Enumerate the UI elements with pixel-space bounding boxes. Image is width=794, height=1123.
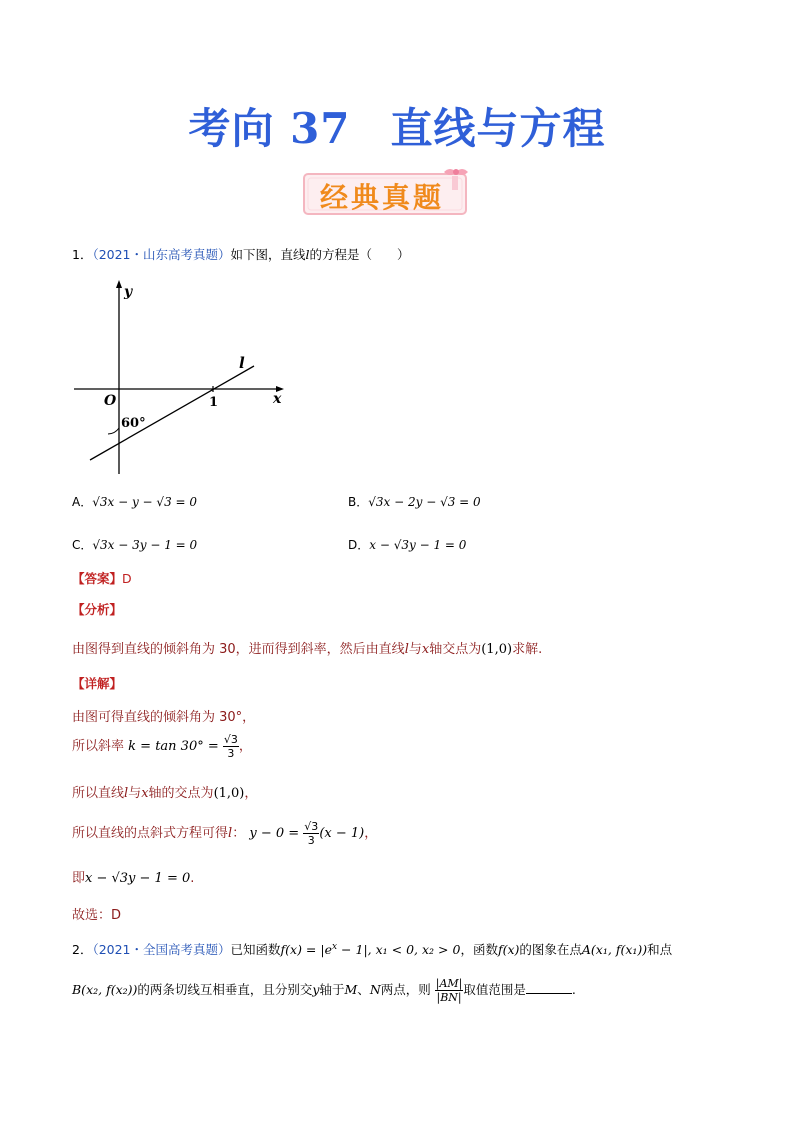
q2-var-y: y (312, 982, 320, 997)
q1-choose: 故选：D (72, 908, 122, 923)
q2-stem-line-2 (72, 977, 732, 1004)
detail-4-tail: (x − 1) (319, 826, 365, 841)
q1-detail-line-2 (72, 733, 252, 760)
angle-arc (108, 428, 119, 434)
q2-text-5: 的两条切线互相垂直，且分别交 (137, 982, 313, 997)
q2-text-7: 两点，则 (380, 982, 431, 997)
detail-4-text-b: ： (232, 826, 246, 841)
line-l (90, 366, 254, 460)
analysis-text-3: 轴交点为 (429, 642, 482, 657)
detail-2-text: 所以斜率 (72, 739, 125, 754)
banner-text: 经典真题 (319, 181, 444, 214)
q2-text-6: 轴于 (319, 982, 345, 997)
q2-point-a: A(x₁, f(x₁)) (581, 942, 648, 958)
q1-var-l: l (305, 247, 310, 262)
q1-analysis-label: 【分析】 (72, 602, 123, 617)
q1-detail-line-3 (72, 782, 257, 801)
q1-detail-line-4 (72, 820, 377, 847)
q1-source: （2021・山东高考真题） (92, 247, 231, 262)
q1-option-c[interactable]: C．√3x − 3y − 1 = 0 (72, 538, 198, 552)
detail-5-text: 即 (72, 871, 86, 886)
x-axis-label: x (273, 391, 282, 407)
detail-4-text-a: 所以直线的点斜式方程可得 (72, 826, 229, 841)
q1-analysis-text (72, 638, 542, 657)
q2-point-b: B(x₂, f(x₂)) (72, 982, 138, 997)
q2-text-1: 已知函数 (230, 942, 281, 958)
section-banner (298, 168, 476, 220)
detail-3-text-c: 轴的交点为 (148, 786, 214, 801)
option-d-text: x − √3y − 1 = 0 (369, 538, 467, 552)
q1-detail-line-5 (72, 867, 194, 886)
q2-number: 2． (72, 942, 93, 958)
q2-answer-blank[interactable] (526, 981, 572, 994)
q1-stem-text-2: 的方程是（ ） (309, 247, 410, 262)
frac-den: 3 (227, 747, 235, 760)
detail-2-equation: k = tan 30° = (128, 739, 219, 754)
q2-source: （2021・全国高考真题） (92, 942, 231, 958)
detail-4-var-l: l (228, 826, 233, 841)
q2-text-3: 的图象在点 (519, 942, 582, 958)
detail-4-fraction (303, 820, 319, 847)
q2-exponent: x (332, 942, 338, 952)
q2-text-8: 取值范围是 (463, 982, 526, 997)
q1-option-d[interactable] (348, 536, 466, 553)
detail-2-fraction (223, 733, 239, 760)
detail-5-equation: x − √3y − 1 = 0 (85, 871, 191, 886)
option-a-text: 3x − y − √3 = 0 (99, 495, 198, 509)
q2-frac-den: |BN| (436, 991, 462, 1004)
q1-detail-label: 【详解】 (72, 676, 123, 691)
title-topic-name: 直线与方程 (390, 104, 606, 153)
angle-label: 60° (121, 416, 146, 431)
q2-condition: , x₁ < 0, x₂ > 0 (367, 942, 461, 958)
analysis-text-4: 求解. (512, 642, 543, 657)
q2-frac-num: |AM| (435, 977, 463, 990)
option-c-text: 3x − 3y − 1 = 0 (100, 538, 198, 552)
q2-fx: f(x) (497, 942, 520, 958)
q2-stem-line-1 (72, 938, 732, 959)
detail-4-end: ， (364, 826, 378, 841)
option-b-label: B． (348, 495, 369, 509)
detail-4-equation: y − 0 = (249, 826, 300, 841)
q2-sep: 、 (357, 982, 370, 997)
frac-num: √3 (304, 820, 319, 833)
q2-var-n: N (369, 982, 381, 997)
q2-text-2: ，函数 (460, 942, 498, 958)
q2-function: f(x) = |e (280, 942, 332, 958)
page-title (0, 96, 794, 156)
origin-label: O (104, 393, 117, 409)
analysis-text-2: 与 (408, 642, 422, 657)
option-a-label: A． (72, 495, 93, 509)
detail-3-text-b: 与 (128, 786, 142, 801)
analysis-point: (1,0) (481, 642, 513, 657)
q1-number: 1． (72, 247, 93, 262)
detail-3-text-a: 所以直线 (72, 786, 125, 801)
detail-3-var-x: x (141, 786, 149, 801)
q1-coordinate-figure (70, 276, 292, 478)
line-label: l (239, 354, 245, 372)
y-axis-arrow-icon (116, 280, 122, 288)
detail-2-end: ， (238, 739, 252, 754)
q2-end: . (571, 982, 576, 997)
detail-3-var-l: l (124, 786, 129, 801)
q1-stem (72, 246, 410, 264)
q1-stem-text: 如下图，直线 (230, 247, 306, 262)
detail-5-end: . (190, 871, 195, 886)
q2-var-m: M (344, 982, 358, 997)
q1-answer (72, 569, 132, 587)
point-label: 1 (209, 395, 219, 410)
q1-option-b[interactable]: B．√3x − 2y − √3 = 0 (348, 495, 481, 509)
q1-detail-line-1: 由图可得直线的倾斜角为 30°， (72, 710, 256, 725)
title-topic-number: 考向 37 (188, 104, 351, 153)
option-c-label: C． (72, 538, 93, 552)
detail-3-point: (1,0) (213, 786, 245, 801)
analysis-var-x: x (421, 642, 430, 657)
answer-label: 【答案】 (72, 571, 123, 586)
detail-3-end: ， (244, 786, 258, 801)
option-b-text: 3x − 2y − √3 = 0 (375, 495, 481, 509)
analysis-var-l: l (404, 642, 409, 657)
analysis-text-1: 由图得到直线的倾斜角为 30，进而得到斜率，然后由直线 (72, 642, 405, 657)
y-axis-label: y (124, 284, 133, 300)
answer-value: D (122, 571, 132, 586)
q2-function-end: − 1| (337, 942, 368, 958)
frac-num: √3 (223, 733, 238, 746)
q1-option-a[interactable]: A．√3x − y − √3 = 0 (72, 495, 198, 509)
option-d-label: D． (348, 538, 370, 552)
q2-text-4: 和点 (647, 942, 673, 958)
q2-fraction (435, 977, 464, 1004)
frac-den: 3 (307, 834, 315, 847)
